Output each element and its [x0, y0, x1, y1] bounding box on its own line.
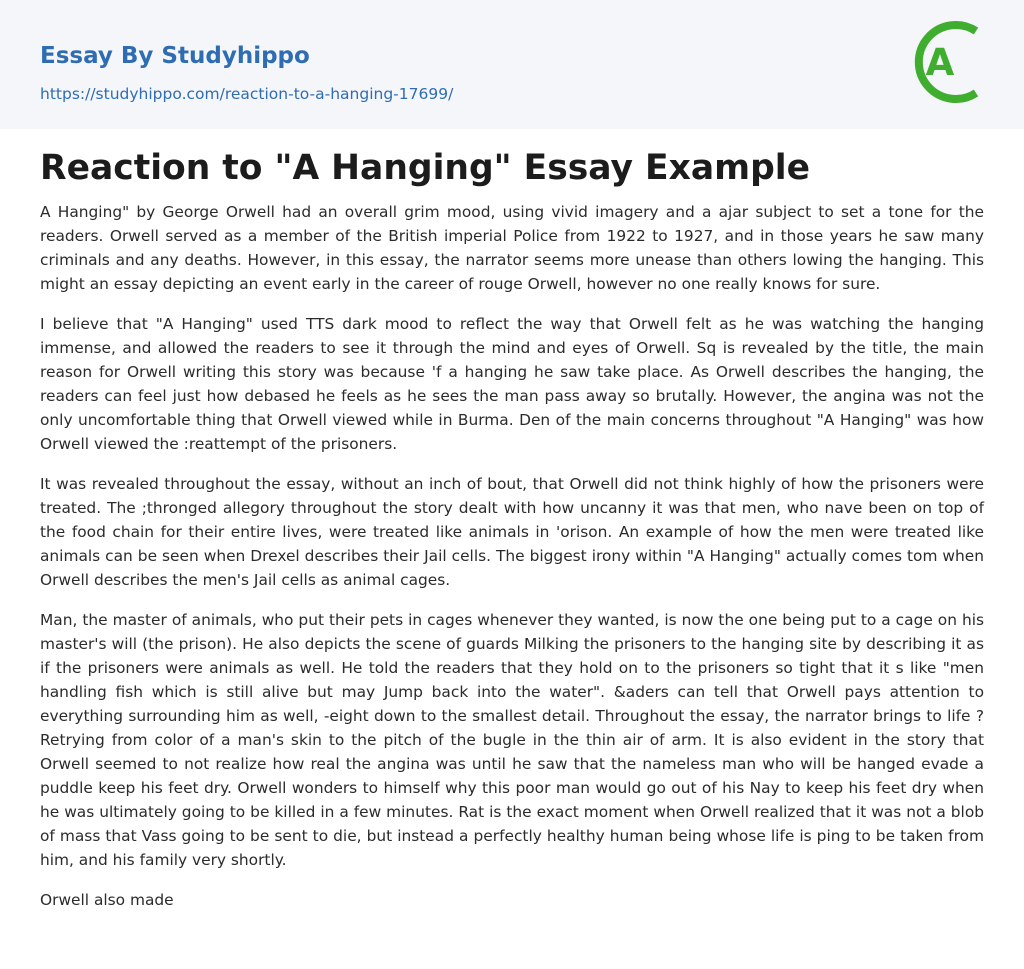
site-brand[interactable]: Essay By Studyhippo	[40, 43, 310, 69]
page-url-link[interactable]: https://studyhippo.com/reaction-to-a-hanging-17699/	[40, 85, 454, 103]
logo-letter: A	[925, 41, 955, 84]
article-paragraph: I believe that "A Hanging" used TTS dark mood to reflect the way that Orwell felt as he was watching the hanging immense, and allowed the readers to see it through the mind and eyes of Orwell. Sq is revealed by the title, the main reason for Orwell writing this story was because 'f a hanging he saw take place. As Orwell describes the hanging, the readers can feel just how debased he feels as he sees the man pass away so brutally. However, the angina was not the only uncomfortable thing that Orwell viewed while in Burma. Den of the main concerns throughout "A Hanging" was how Orwell viewed the :reattempt of the prisoners.	[40, 315, 984, 453]
studyhippo-logo-icon[interactable]	[908, 17, 992, 107]
article-body	[40, 200, 984, 928]
article-paragraph: A Hanging" by George Orwell had an overall grim mood, using vivid imagery and a ajar subject to set a tone for the readers. Orwell served as a member of the British imperial Police from 1922 to 1927, and in those years he saw many criminals and any deaths. However, in this essay, the narrator seems more unease than others lowing the hanging. This might an essay depicting an event early in the career of rouge Orwell, however no one really knows for sure.	[40, 203, 984, 293]
article-title: Reaction to "A Hanging" Essay Example	[40, 148, 810, 188]
article-paragraph: It was revealed throughout the essay, without an inch of bout, that Orwell did not think highly of how the prisoners were treated. The ;thronged allegory throughout the story dealt with how uncanny it was that men, who nave been on top of the food chain for their entire lives, were treated like animals in 'orison. An example of how the men were treated like animals can be seen when Drexel describes their Jail cells. The biggest irony within "A Hanging" actually comes tom when Orwell describes the men's Jail cells as animal cages.	[40, 475, 984, 589]
article-paragraph: Orwell also made	[40, 891, 174, 909]
article-paragraph: Man, the master of animals, who put their pets in cages whenever they wanted, is now the one being put to a cage on his master's will (the prison). He also depicts the scene of guards Milking the prisoners to the hanging site by describing it as if the prisoners were animals as well. He told the readers that they hold on to the prisoners so tight that it s like "men handling fish which is still alive but may Jump back into the water". &aders can tell that Orwell pays attention to everything surrounding him as well, -eight down to the smallest detail. Throughout the essay, the narrator brings to life ? Retrying from color of a man's skin to the pitch of the bugle in the thin air of arm. It is also evident in the story that Orwell seemed to not realize how real the angina was until he saw that the nameless man who will be hanged evade a puddle keep his feet dry. Orwell wonders to himself why this poor man would go out of his Nay to keep his feet dry when he was ultimately going to be killed in a few minutes. Rat is the exact moment when Orwell realized that it was not a blob of mass that Vass going to be sent to die, but instead a perfectly healthy human being whose life is ping to be taken from him, and his family very shortly.	[40, 611, 984, 869]
